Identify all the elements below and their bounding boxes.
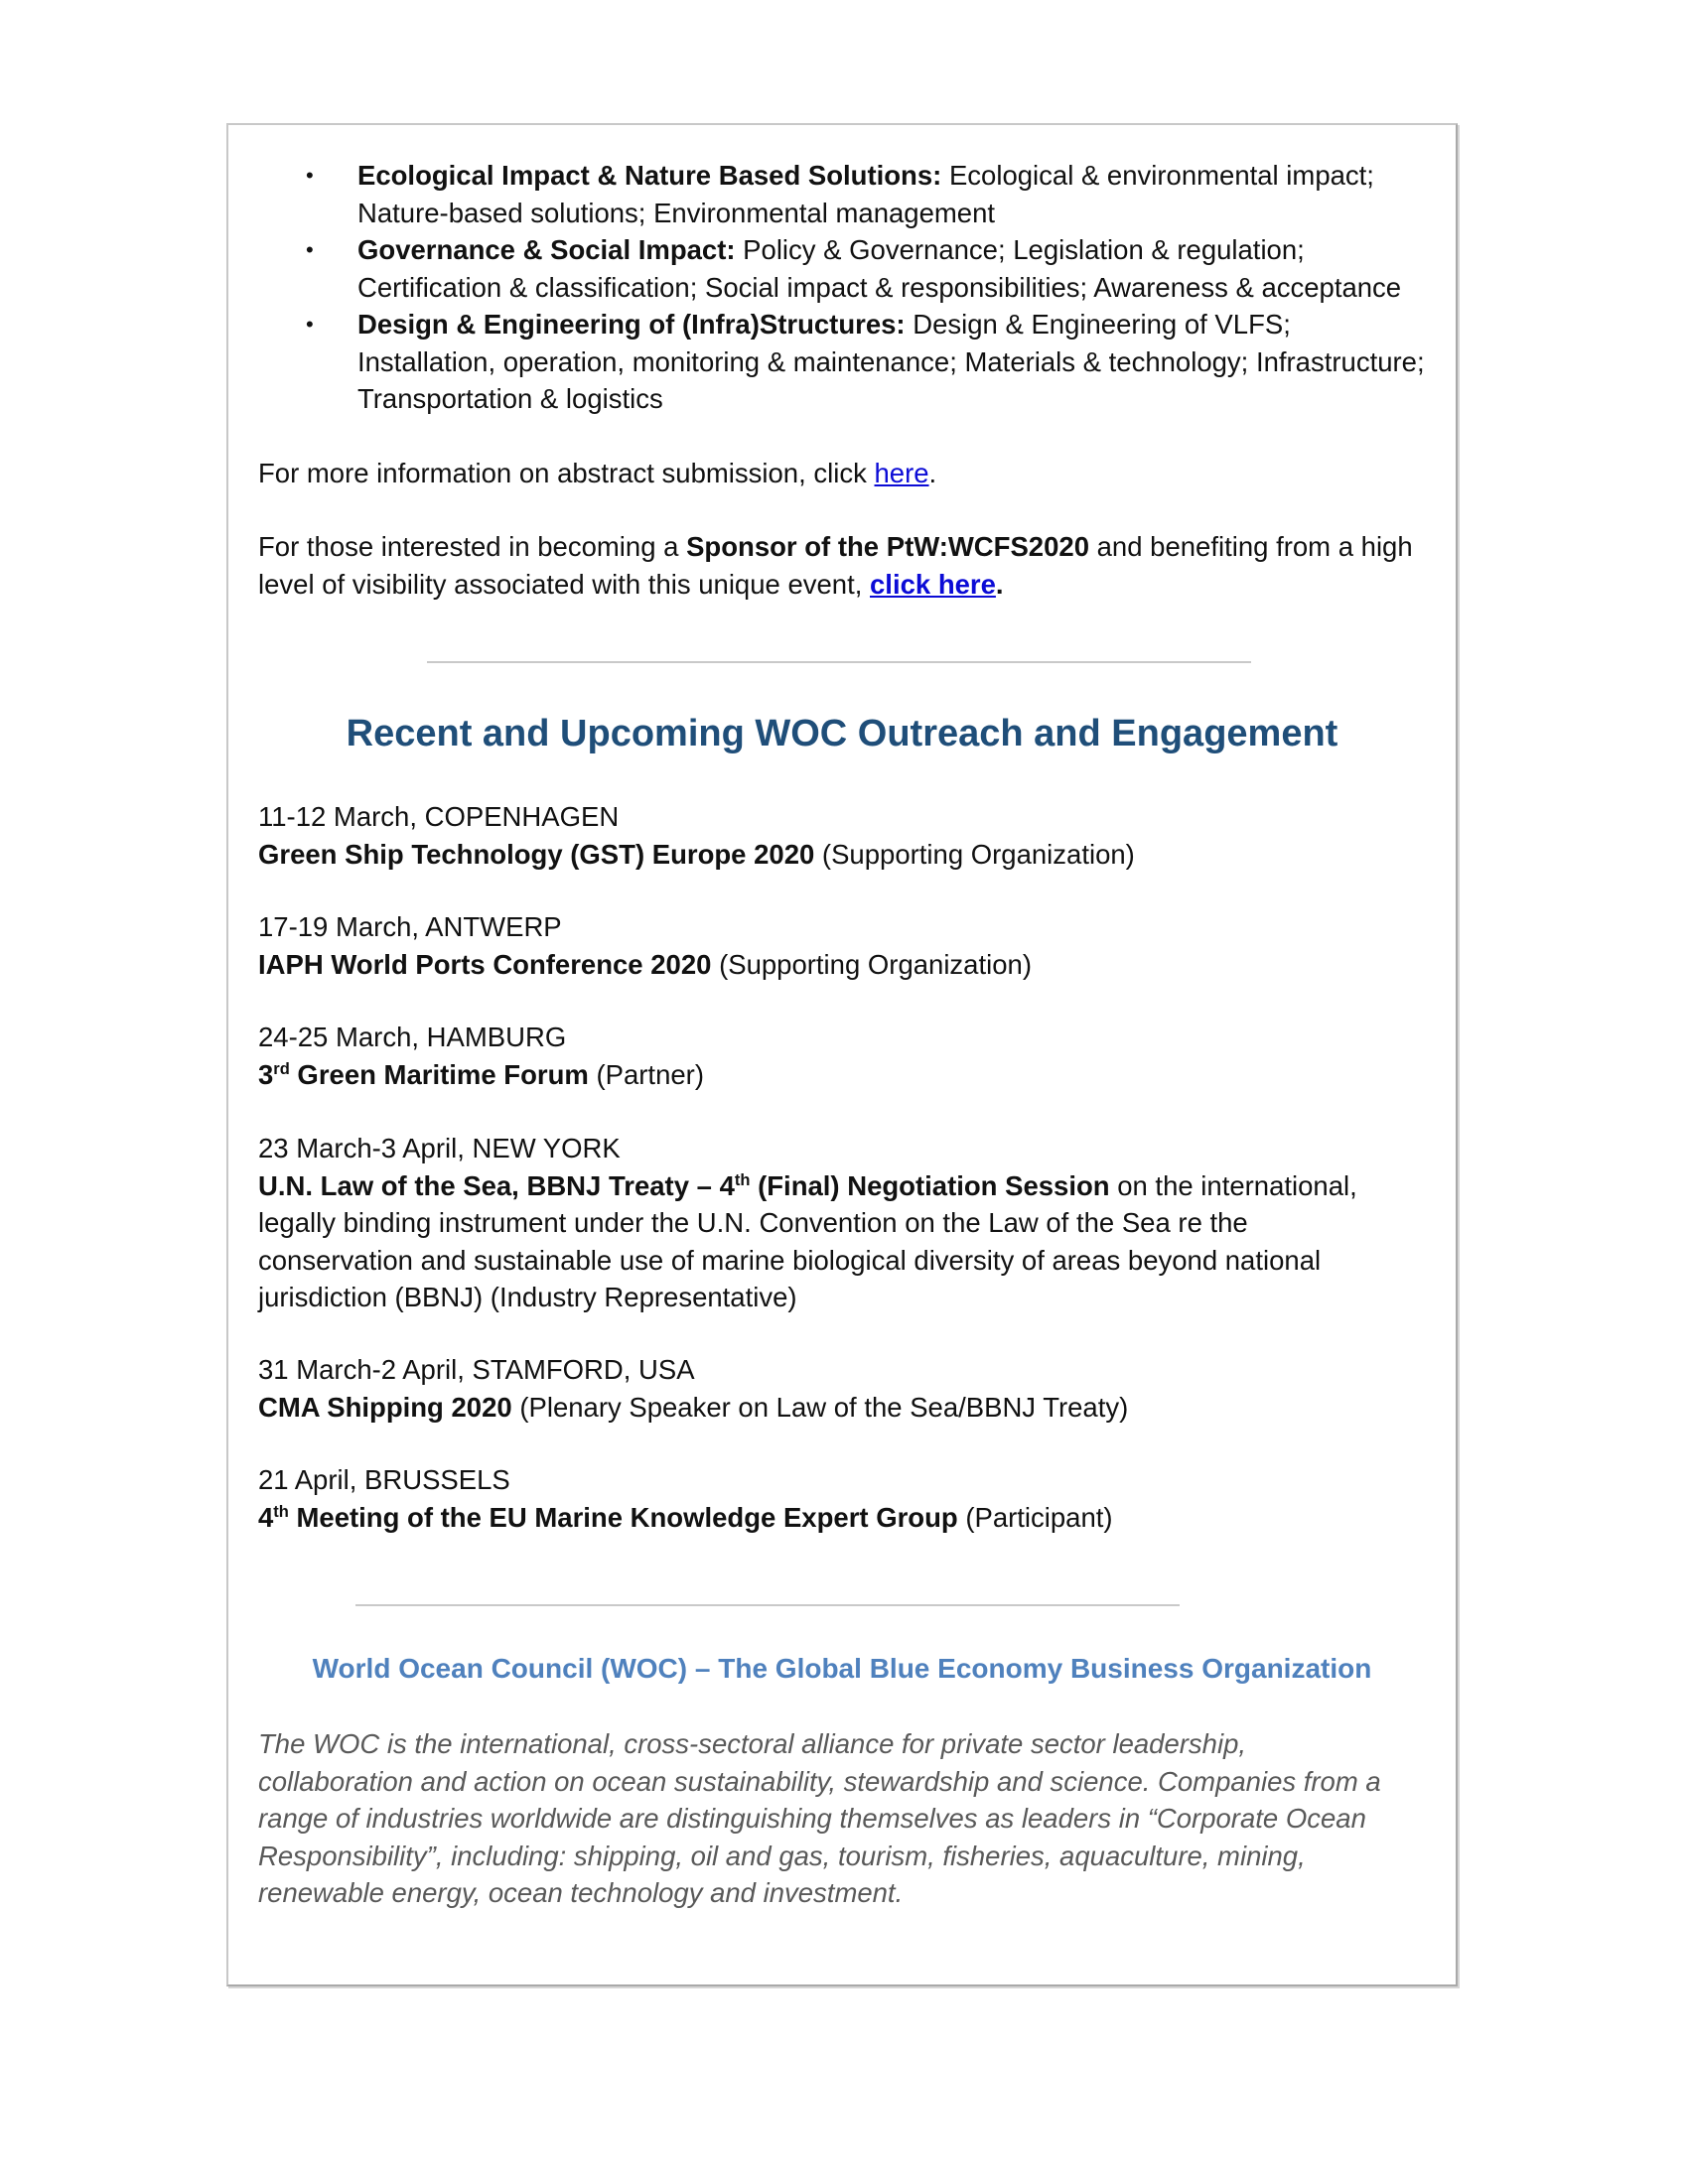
event-title: IAPH World Ports Conference 2020	[258, 948, 712, 980]
topic-item	[306, 231, 1426, 306]
event-ordinal: 3	[258, 1058, 274, 1090]
event-title-line	[258, 1389, 1396, 1427]
event-ordinal-suffix: th	[734, 1170, 751, 1189]
event-title: Meeting of the EU Marine Knowledge Expert Group	[288, 1501, 958, 1533]
event-date: 23 March-3 April, NEW YORK	[258, 1133, 621, 1163]
topic-text: Policy & Governance; Legislation & regulation; Certification & classification; Social impact & responsibilities; Awareness & acceptance	[357, 234, 1402, 303]
topic-item	[306, 157, 1426, 231]
abstract-info-suffix: .	[928, 457, 937, 488]
event-role: (Partner)	[588, 1058, 704, 1090]
topic-text: Design & Engineering of VLFS; Installation, operation, monitoring & maintenance; Materials & technology; Infrastructure; Transportation & logistics	[357, 309, 1425, 414]
newsletter-frame	[226, 123, 1458, 1986]
sponsor-info-suffix: .	[995, 568, 1004, 600]
newsletter-content	[258, 155, 1426, 603]
event-date: 21 April, BRUSSELS	[258, 1464, 510, 1495]
topic-title: Ecological Impact & Nature Based Solutions:	[357, 160, 942, 191]
event-role: (Supporting Organization)	[814, 838, 1135, 870]
bullet-icon: •	[306, 237, 314, 262]
divider	[427, 661, 1251, 663]
topic-title: Design & Engineering of (Infra)Structures:	[357, 309, 906, 340]
bullet-icon: •	[306, 312, 314, 337]
sponsor-link[interactable]: click here	[870, 568, 996, 600]
event-title: U.N. Law of the Sea, BBNJ Treaty – 4	[258, 1169, 735, 1201]
event-item	[258, 1461, 1396, 1536]
event-item	[258, 1130, 1396, 1316]
event-date: 11-12 March, COPENHAGEN	[258, 801, 620, 832]
event-item	[258, 908, 1396, 983]
event-role: on the international, legally binding instrument under the U.N. Convention on the Law of the Sea re the conservation and sustainable use of marine biological diversity of areas beyond national jurisdiction (BBNJ) (Industry Representative)	[258, 1169, 1357, 1312]
event-title-line	[258, 1167, 1396, 1316]
event-date: 31 March-2 April, STAMFORD, USA	[258, 1354, 695, 1385]
sponsor-info-text: For those interested in becoming a	[258, 531, 687, 562]
event-date: 17-19 March, ANTWERP	[258, 911, 562, 942]
event-ordinal-suffix: rd	[273, 1059, 290, 1078]
event-title-line	[258, 836, 1396, 874]
topic-list	[258, 157, 1426, 418]
sponsor-info-bold: Sponsor of the PtW:WCFS2020	[686, 531, 1089, 562]
event-ordinal-suffix: th	[273, 1502, 289, 1521]
topic-title: Governance & Social Impact:	[357, 234, 736, 265]
abstract-info	[258, 455, 1426, 492]
event-title: Green Maritime Forum	[289, 1058, 589, 1090]
event-title-cont: (Final) Negotiation Session	[750, 1169, 1110, 1201]
event-item	[258, 1351, 1396, 1426]
event-date: 24-25 March, HAMBURG	[258, 1022, 567, 1052]
event-role: (Supporting Organization)	[711, 948, 1032, 980]
event-title: CMA Shipping 2020	[258, 1391, 512, 1423]
event-ordinal: 4	[258, 1501, 274, 1533]
event-role: (Participant)	[957, 1501, 1113, 1533]
section-title: Recent and Upcoming WOC Outreach and Engagement	[346, 713, 1338, 754]
event-title: Green Ship Technology (GST) Europe 2020	[258, 838, 815, 870]
sponsor-info-middle: and benefiting from a high level of visibility associated with this unique event,	[258, 531, 1413, 600]
footer-text: The WOC is the international, cross-sectoral alliance for private sector leadership, collaboration and action on ocean sustainability, stewardship and science. Companies from a range of industries worldwide are distinguishing themselves as leaders in “Corporate Ocean Responsibility”, including: shipping, oil and gas, tourism, fisheries, aquaculture, mining, renewable energy, ocean technology and investment.	[258, 1728, 1381, 1908]
event-item	[258, 1019, 1396, 1093]
bullet-icon: •	[306, 163, 314, 188]
event-title-line	[258, 1056, 1396, 1094]
event-title-line	[258, 946, 1396, 984]
footer-title: World Ocean Council (WOC) – The Global Blue Economy Business Organization	[312, 1653, 1372, 1684]
divider	[355, 1604, 1180, 1606]
event-title-line	[258, 1499, 1396, 1537]
abstract-info-text: For more information on abstract submission, click	[258, 457, 875, 488]
sponsor-info	[258, 528, 1426, 603]
abstract-link[interactable]: here	[874, 457, 929, 488]
topic-item	[306, 306, 1426, 418]
topic-text: Ecological & environmental impact; Nature-based solutions; Environmental management	[357, 160, 1374, 228]
event-item	[258, 798, 1396, 873]
event-role: (Plenary Speaker on Law of the Sea/BBNJ Treaty)	[511, 1391, 1129, 1423]
